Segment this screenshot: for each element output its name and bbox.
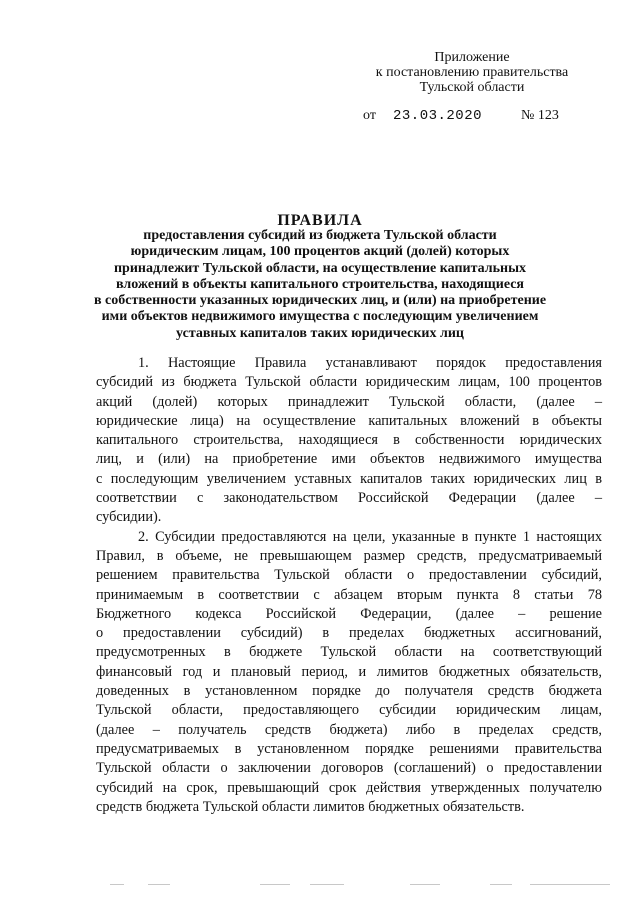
scan-artifact-line bbox=[110, 884, 610, 887]
paragraph-line: Тульской области о заключении договоров (соглашений) о предоставлении bbox=[96, 760, 602, 777]
paragraph-line: Тульской области, предоставляющего субсидии юридическим лицам, bbox=[96, 702, 602, 719]
appendix-line: Тульской области bbox=[419, 80, 525, 95]
paragraph-line: субсидий на срок, превышающий срок действия утвержденных получателю bbox=[96, 779, 602, 796]
paragraph-line: 1. Настоящие Правила устанавливают порядок предоставления bbox=[138, 355, 602, 371]
document-title: ПРАВИЛА bbox=[277, 212, 363, 229]
paragraph-line: (далее – получатель средств бюджета) либо в пределах средств, bbox=[96, 721, 602, 738]
paragraph-line: средств бюджета Тульской области лимитов бюджетных обязательств. bbox=[96, 798, 525, 815]
paragraph-line: субсидии). bbox=[96, 509, 162, 526]
from-label: от bbox=[363, 108, 376, 123]
paragraph-line: акций (долей) которых принадлежит Тульской области, (далее – bbox=[96, 393, 602, 410]
paragraph-line: лиц, и (или) на приобретение ими объектов недвижимого имущества bbox=[96, 451, 602, 468]
appendix-line: к постановлению правительства bbox=[375, 65, 569, 80]
resolution-number: № 123 bbox=[521, 108, 559, 123]
paragraph-1 bbox=[96, 354, 602, 528]
subtitle-line: вложений в объекты капитального строительства, находящиеся bbox=[116, 276, 524, 292]
paragraph-2 bbox=[96, 528, 602, 817]
appendix-line: Приложение bbox=[434, 50, 510, 65]
subtitle-line: принадлежит Тульской области, на осуществление капитальных bbox=[113, 260, 526, 276]
resolution-date-number bbox=[363, 108, 583, 124]
paragraph-line: доведенных в установленном порядке до получателя средств бюджета bbox=[96, 683, 602, 700]
paragraph-line: с последующим увеличением уставных капиталов таких юридических лиц в bbox=[96, 470, 602, 487]
paragraph-line: финансовый год и плановый период, и лимитов бюджетных обязательств, bbox=[96, 663, 602, 680]
appendix-block bbox=[362, 50, 582, 95]
paragraph-line: юридические лица) на осуществление капитальных вложений в объекты bbox=[96, 412, 602, 429]
paragraph-line: предусматриваемых в установленном порядке решениями правительства bbox=[96, 740, 602, 757]
paragraph-line: Бюджетного кодекса Российской Федерации, (далее – решение bbox=[96, 605, 602, 622]
paragraph-line: 2. Субсидии предоставляются на цели, указанные в пункте 1 настоящих bbox=[138, 528, 602, 545]
document-body bbox=[96, 354, 602, 817]
subtitle-line: в собственности указанных юридических лиц, и (или) на приобретение bbox=[93, 293, 547, 309]
paragraph-line: соответствии с законодательством Российской Федерации (далее – bbox=[96, 490, 602, 507]
paragraph-line: капитального строительства, находящиеся в собственности юридических bbox=[96, 432, 602, 449]
paragraph-line: решением правительства Тульской области о предоставлении субсидий, bbox=[96, 567, 602, 584]
paragraph-line: предусмотренных в бюджете Тульской области на соответствующий bbox=[96, 644, 602, 661]
document-subtitle bbox=[80, 228, 560, 342]
paragraph-line: Правил, в объеме, не превышающем размер средств, предусматриваемый bbox=[96, 547, 602, 564]
paragraph-line: о предоставлении субсидий) в пределах бюджетных ассигнований, bbox=[96, 625, 602, 642]
subtitle-line: предоставления субсидий из бюджета Тульской области bbox=[143, 228, 497, 243]
subtitle-line: юридическим лицам, 100 процентов акций (долей) которых bbox=[130, 244, 510, 260]
paragraph-line: субсидий из бюджета Тульской области юридическим лицам, 100 процентов bbox=[96, 374, 602, 391]
resolution-date: 23.03.2020 bbox=[393, 108, 483, 124]
subtitle-line: ими объектов недвижимого имущества с последующим увеличением bbox=[101, 309, 539, 325]
subtitle-line: уставных капиталов таких юридических лиц bbox=[176, 325, 464, 341]
paragraph-line: принимаемым в соответствии с абзацем вторым пункта 8 статьи 78 bbox=[96, 586, 602, 603]
